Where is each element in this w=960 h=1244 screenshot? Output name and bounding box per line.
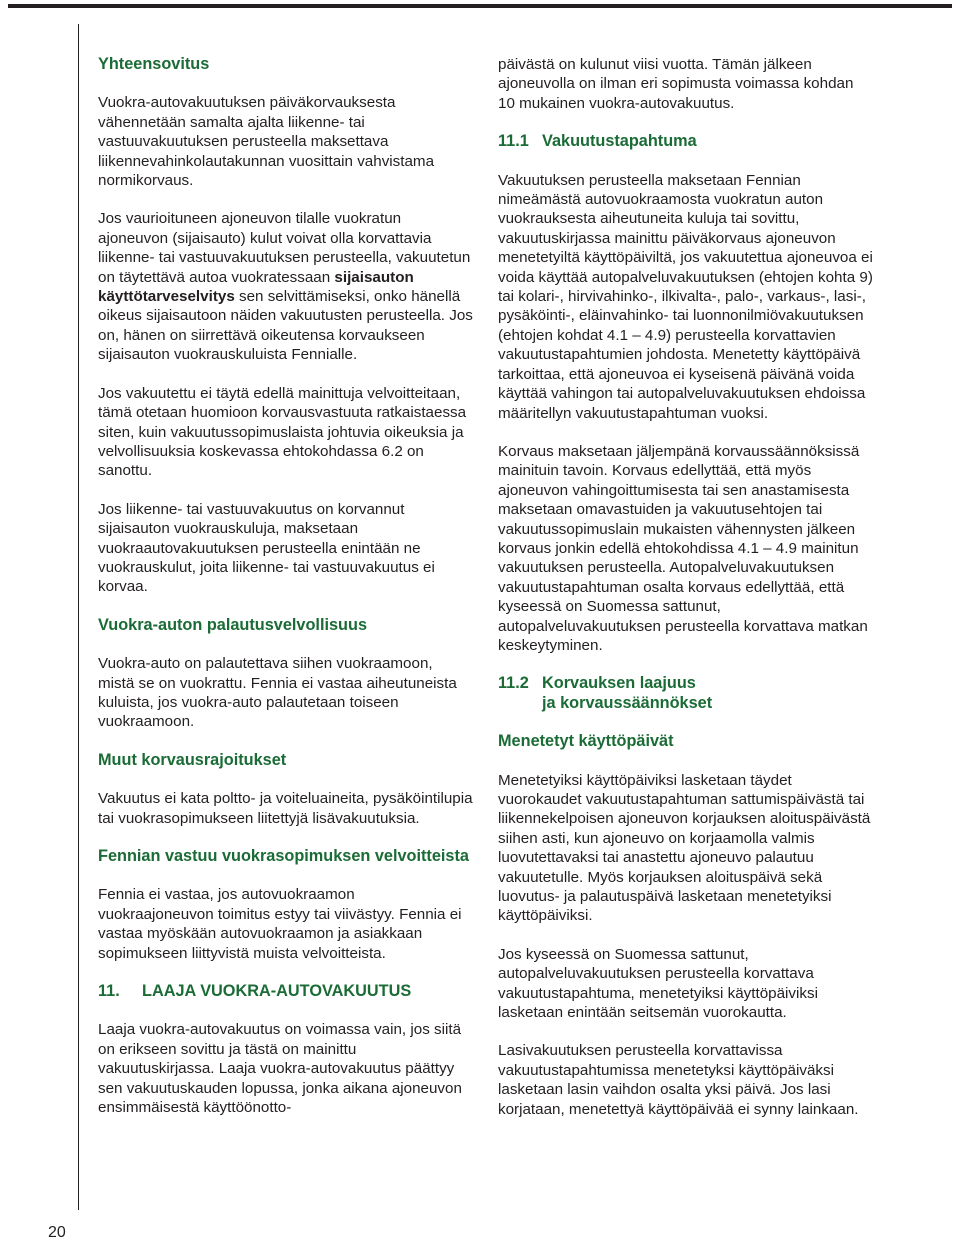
top-rule — [0, 0, 960, 14]
paragraph: Lasivakuutuksen perusteella korvattavissa vakuutustapahtumissa menetetyksi käyttöpäiväksi lasketaan lasin vaihdon osalta yksi päivä. Jos lasi korjataan, menetettyä käyttöpäivää ei synny lainkaan. — [498, 1042, 859, 1118]
page-number: 20 — [48, 1224, 66, 1241]
heading-section-11-1: 11.1 Vakuutustapahtuma — [498, 132, 697, 151]
paragraph: Vuokra-auto on palautettava siihen vuokraamoon, mistä se on vuokrattu. Fennia ei vastaa aiheutuneista kuluista, jos vuokra-auto palautetaan toiseen vuokraamoon. — [98, 655, 457, 731]
margin-rule — [78, 24, 79, 1210]
paragraph: päivästä on kulunut viisi vuotta. Tämän jälkeen ajoneuvolla on ilman eri sopimusta voimassa kohdan 10 mukainen vuokra-autovakuutus. — [498, 56, 854, 112]
paragraph: Jos vakuutettu ei täytä edellä mainittuja velvoitteitaan, tämä otetaan huomioon korvausvastuuta ratkaistaessa siten, kuin vakuutussopimuslaista johtuvia oikeuksia ja velvollisuuksia koskevassa ehtokohdassa 6.2 on sanottu. — [98, 384, 467, 480]
heading-menetetyt-kayttopaivat: Menetetyt käyttöpäivät — [498, 732, 674, 751]
left-column — [98, 55, 473, 1136]
heading-fennian-vastuu: Fennian vastuu vuokrasopimuksen velvoitteista — [98, 847, 469, 865]
paragraph: Jos vaurioituneen ajoneuvon tilalle vuokratun ajoneuvon (sijaisauto) kulut voivat olla korvattavia liikenne- tai vastuuvakuutuksen perusteella, vakuutetun on täytettävä autoa vuokratessaan sijaisauton käyttötarveselvitys sen selvittämiseksi, onko hänellä oikeus sijaisautoon näiden vakuutusten perusteella. Jos on, hänen on siirrettävä oikeutensa korvaukseen sijaisauton vuokrauskuluista Fennialle. — [98, 210, 473, 364]
paragraph: Vakuutus ei kata poltto- ja voiteluaineita, pysäköintilupia tai vuokrasopimukseen liitettyjä lisävakuutuksia. — [98, 790, 473, 827]
heading-section-11-2: 11.2 Korvauksen laajuus ja korvaussäännökset — [498, 674, 713, 712]
heading-muut-korvausrajoitukset: Muut korvausrajoitukset — [98, 750, 287, 769]
right-column — [498, 55, 873, 1138]
paragraph: Fennia ei vastaa, jos autovuokraamon vuokraajoneuvon toimitus estyy tai viivästyy. Fennia ei vastaa myöskään autovuokraamon ja asiakkaan sopimukseen liittyvistä muista velvoitteista. — [98, 886, 462, 962]
emphasis: sijaisauton käyttötarveselvitys — [98, 268, 414, 306]
paragraph: Jos liikenne- tai vastuuvakuutus on korvannut sijaisauton vuokrauskuluja, maksetaan vuokraautovakuutuksen perusteella enintään ne vuokrauskulut, joita liikenne- tai vastuuvakuutus ei korvaa. — [98, 500, 435, 596]
paragraph: Korvaus maksetaan jäljempänä korvaussäännöksissä mainituin tavoin. Korvaus edellyttää, että myös ajoneuvon vahingoittumisesta tai sen anastamisesta maksetaan omavastuiden ja vakuutusehtojen tai vakuutussopimuslain mukaisten vähennysten jälkeen korvaus jonkin edellä ehtokohdissa 4.1 – 4.9 mainitun vakuutuksen perusteella. Autopalveluvakuutuksen vakuutustapahtuman osalta korvaus edellyttää, että kyseessä on Suomessa sattunut, autopalveluvakuutuksen perusteella korvattava matkan keskeytyminen. — [498, 442, 868, 654]
paragraph: Laaja vuokra-autovakuutus on voimassa vain, jos siitä on erikseen sovittu ja tästä on mainittu vakuutuskirjassa. Laaja vuokra-autovakuutus päättyy sen vakuutuskauden lopussa, jonka aikana ajoneuvon ensimmäisestä käyttöönotto- — [98, 1021, 462, 1117]
heading-palautusvelvollisuus: Vuokra-auton palautusvelvollisuus — [98, 615, 367, 634]
heading-section-11: 11. LAAJA VUOKRA-AUTOVAKUUTUS — [98, 982, 412, 1001]
paragraph: Menetetyiksi käyttöpäiviksi lasketaan täydet vuorokaudet vakuutustapahtuman sattumispäivästä tai liikennekelpoisen ajoneuvon korjauksen aloituspäivästä siihen asti, kun ajoneuvo on korjaamolla valmis luovutettavaksi tai anastettu ajoneuvo palautuu vakuutetulle. Myös korjauksen aloituspäivä sekä luovutus- ja palautuspäivä lasketaan menetetyiksi käyttöpäiviksi. — [498, 771, 871, 925]
heading-yhteensovitus: Yhteensovitus — [98, 55, 210, 73]
paragraph: Jos kyseessä on Suomessa sattunut, autopalveluvakuutuksen perusteella korvattava vakuutustapahtuma, menetetyiksi käyttöpäiviksi lasketaan enintään seitsemän vuorokautta. — [498, 945, 818, 1022]
paragraph: Vuokra-autovakuutuksen päiväkorvauksesta vähennetään samalta ajalta liikenne- tai vastuuvakuutuksen perusteella maksettava liikennevahinkolautakunnan vuosittain vahvistama normikorvaus. — [98, 94, 435, 190]
paragraph: Vakuutuksen perusteella maksetaan Fennian nimeämästä autovuokraamosta vuokratun auton vuokrauksesta aiheutuneita kuluja tai sovittu, vakuutuskirjassa mainittu päiväkorvaus ajoneuvon menetetyiltä käyttöpäiviltä, jos vakuutettua ajoneuvoa ei voida käyttää autopalveluvakuutuksen (ehtojen kohta 9) tai kolari-, hirvivahinko-, ilkivalta-, palo-, varkaus-, lasi-, pysäköinti-, eläinvahinko- tai luonnonilmiövakuutuksen (ehtojen kohdat 4.1 – 4.9) perusteella korvattavien vakuutustapahtumien johdosta. Menetetty käyttöpäivä tarkoittaa, että ajoneuvoa ei kyseisenä päivänä voida käyttää vahingon tai autopalveluvakuutuksen ehdoissa määritellyn vakuutustapahtuman vuoksi. — [498, 171, 873, 422]
